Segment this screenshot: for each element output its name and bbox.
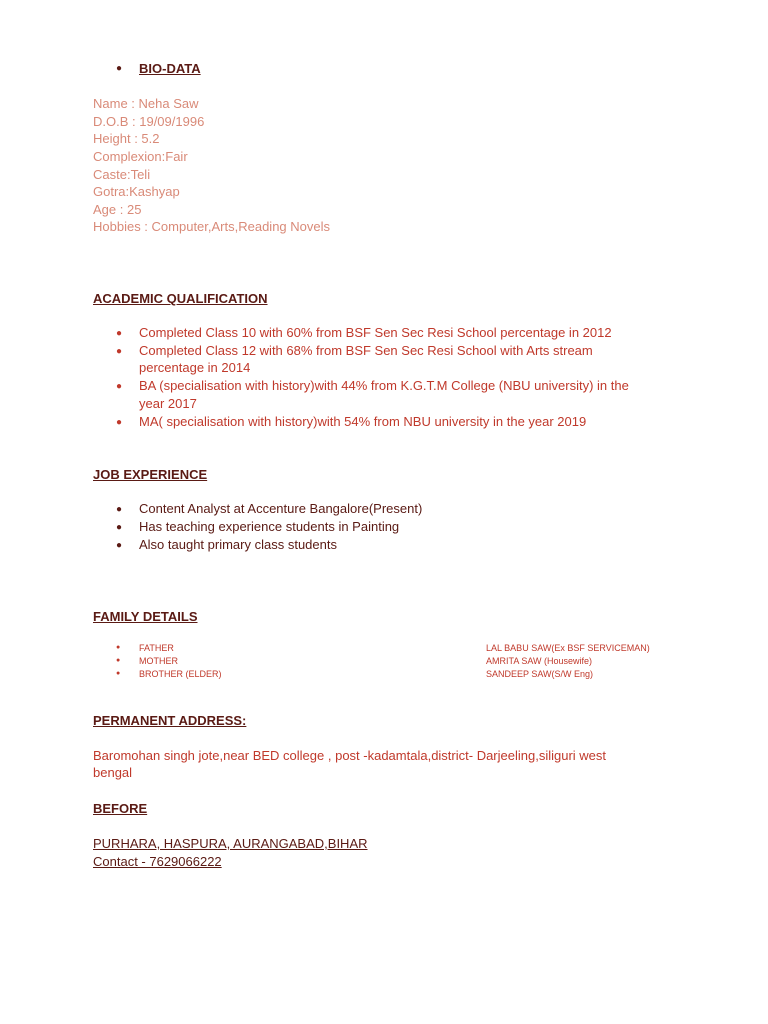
family-relation-mother: MOTHER xyxy=(139,656,178,666)
hobbies-line: Hobbies : Computer,Arts,Reading Novels xyxy=(93,219,331,234)
gotra-line: Gotra:Kashyap xyxy=(93,184,180,199)
bullet-icon: ● xyxy=(116,522,123,533)
bullet-icon: ● xyxy=(116,504,123,515)
academic-item-2-cont: percentage in 2014 xyxy=(139,360,251,375)
caste-line: Caste:Teli xyxy=(93,167,151,182)
job-item-1: Content Analyst at Accenture Bangalore(Present) xyxy=(139,501,423,516)
permanent-address-heading: PERMANENT ADDRESS: xyxy=(93,713,247,728)
academic-item-4: MA( specialisation with history)with 54% from NBU university in the year 2019 xyxy=(139,414,587,429)
family-relation-father: FATHER xyxy=(139,643,174,653)
bullet-icon: ● xyxy=(116,417,123,428)
bullet-icon: ● xyxy=(116,381,123,392)
family-name-brother: SANDEEP SAW(S/W Eng) xyxy=(486,669,594,679)
permanent-address-line-2: bengal xyxy=(93,765,133,780)
job-heading: JOB EXPERIENCE xyxy=(93,467,208,482)
height-line: Height : 5.2 xyxy=(93,131,160,146)
biodata-heading: BIO-DATA xyxy=(139,61,201,76)
bullet-icon: ● xyxy=(116,346,123,357)
age-line: Age : 25 xyxy=(93,202,142,217)
family-heading: FAMILY DETAILS xyxy=(93,609,198,624)
before-heading: BEFORE xyxy=(93,801,148,816)
dob-line: D.O.B : 19/09/1996 xyxy=(93,114,205,129)
job-item-3: Also taught primary class students xyxy=(139,537,337,552)
name-line: Name : Neha Saw xyxy=(93,96,199,111)
academic-item-2: Completed Class 12 with 68% from BSF Sen Sec Resi School with Arts stream xyxy=(139,343,593,358)
contact-number: Contact - 7629066222 xyxy=(93,854,222,869)
family-name-mother: AMRITA SAW (Housewife) xyxy=(486,656,593,666)
academic-heading: ACADEMIC QUALIFICATION xyxy=(93,291,268,306)
academic-item-3: BA (specialisation with history)with 44% from K.G.T.M College (NBU university) in the xyxy=(139,378,629,393)
family-name-father: LAL BABU SAW(Ex BSF SERVICEMAN) xyxy=(486,643,650,653)
bullet-icon: ● xyxy=(116,644,121,651)
job-item-2: Has teaching experience students in Painting xyxy=(139,519,400,534)
before-address: PURHARA, HASPURA, AURANGABAD,BIHAR xyxy=(93,836,368,851)
bullet-icon: ● xyxy=(116,540,123,551)
academic-item-3-cont: year 2017 xyxy=(139,396,197,411)
bullet-icon: ● xyxy=(116,657,121,664)
academic-item-1: Completed Class 10 with 60% from BSF Sen Sec Resi School percentage in 2012 xyxy=(139,325,612,340)
bullet-icon: ● xyxy=(116,328,123,339)
bullet-icon: ● xyxy=(116,670,121,677)
family-relation-brother: BROTHER (ELDER) xyxy=(139,669,222,679)
bullet-icon: ● xyxy=(116,63,123,74)
permanent-address-line-1: Baromohan singh jote,near BED college , post -kadamtala,district- Darjeeling,siliguri west xyxy=(93,748,607,763)
complexion-line: Complexion:Fair xyxy=(93,149,188,164)
